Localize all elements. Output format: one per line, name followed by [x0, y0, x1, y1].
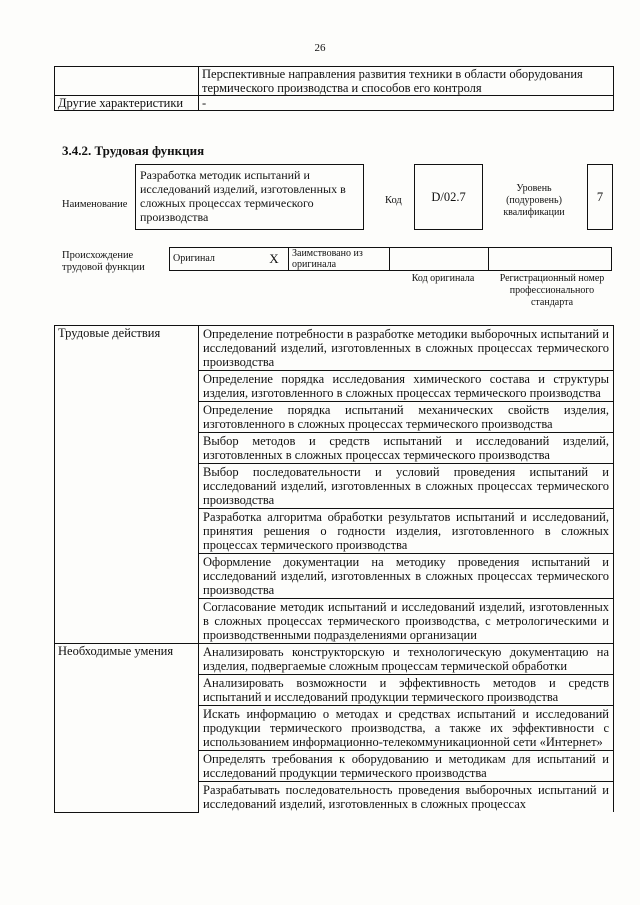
top-table [54, 66, 614, 111]
labor-action-item: Разработка алгоритма обработки результатов испытаний и исследований, принятия решения о годности изделия, изготовленного в сложных процессах термического производства [199, 509, 614, 554]
function-code-value: D/02.7 [414, 164, 483, 230]
skill-item: Определять требования к оборудованию и методикам для испытаний и исследований продукции термического производства [199, 751, 614, 782]
top-table-empty-cell [55, 67, 199, 96]
labor-action-item: Согласование методик испытаний и исследований изделий, изготовленных в сложных процессах термического производства, с метрологическими и производственными подразделениями организации [199, 599, 614, 644]
original-label: Оригинал [170, 248, 261, 271]
original-code-cell [390, 248, 489, 271]
labor-actions-label: Трудовые действия [55, 326, 199, 644]
section-title: 3.4.2. Трудовая функция [62, 143, 205, 158]
page-number: 26 [314, 42, 326, 54]
labor-action-item: Определение потребности в разработке методики выборочных испытаний и исследований изделий, изготовленных в сложных процессах термического производства [199, 326, 614, 371]
required-skills-label: Необходимые умения [55, 644, 199, 813]
skill-item: Разрабатывать последовательность проведения выборочных испытаний и исследований изделий, изготовленных в сложных процессах [199, 782, 614, 813]
labor-action-item: Оформление документации на методику проведения испытаний и исследований изделий, изготовленных в сложных процессах термического производства [199, 554, 614, 599]
original-mark: X [260, 248, 289, 271]
other-characteristics-label: Другие характеристики [55, 96, 199, 111]
function-name-value: Разработка методик испытаний и исследований изделий, изготовленных в сложных процессах термического производства [135, 164, 364, 230]
code-label: Код [385, 195, 402, 206]
labor-action-item: Выбор методов и средств испытаний и исследований изделий, изготовленных в сложных процессах термического производства [199, 433, 614, 464]
origin-label: Происхождение трудовой функции [62, 250, 145, 273]
top-table-row1-text: Перспективные направления развития техники в области оборудования термического производства и способов его контроля [199, 67, 614, 96]
name-label: Наименование [62, 199, 128, 210]
qualification-level-value: 7 [587, 164, 613, 230]
original-code-caption: Код оригинала [411, 273, 475, 284]
skill-item: Анализировать конструкторскую и технологическую документацию на изделия, подвергаемые сложным процессам термической обработки [199, 644, 614, 675]
skill-item: Искать информацию о методах и средствах испытаний и исследований продукции термического производства, а также их эффективности с использованием информационно-телекоммуникационной сети «Интернет» [199, 706, 614, 751]
labor-action-item: Определение порядка исследования химического состава и структуры изделия, изготовленного в сложных процессах термического производства [199, 371, 614, 402]
qualification-level-label: Уровень (подуровень) квалификации [503, 183, 565, 218]
origin-table [169, 247, 612, 271]
other-characteristics-value: - [199, 96, 614, 111]
labor-action-item: Выбор последовательности и условий проведения испытаний и исследований изделий, изготовленных в сложных процессах термического производства [199, 464, 614, 509]
registration-number-caption: Регистрационный номер профессионального стандарта [499, 273, 605, 308]
registration-number-cell [489, 248, 612, 271]
borrowed-from-original-label: Заимствовано из оригинала [289, 248, 390, 271]
skill-item: Анализировать возможности и эффективность методов и средств испытаний и исследований продукции термического производства [199, 675, 614, 706]
main-table [54, 325, 614, 813]
labor-action-item: Определение порядка испытаний механических свойств изделия, изготовленного в сложных процессах термического производства [199, 402, 614, 433]
